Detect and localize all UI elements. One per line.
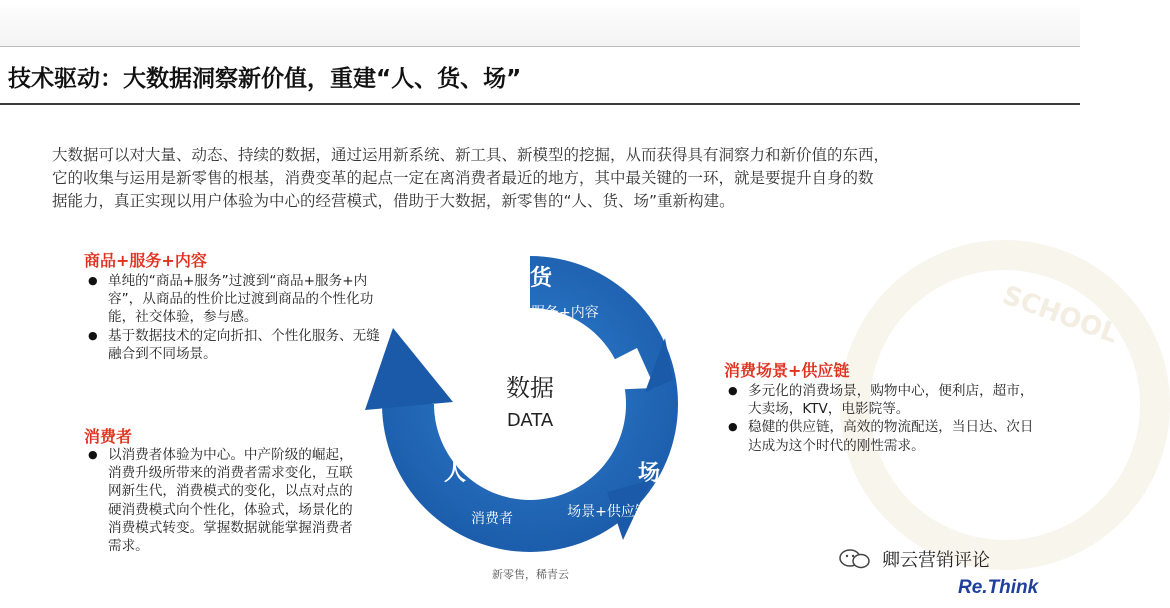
brand-logo: Re.Think bbox=[958, 577, 1039, 598]
image-credit: 新零售，稀青云 bbox=[492, 568, 569, 581]
goods-bullet-list bbox=[86, 272, 386, 363]
wechat-icon bbox=[838, 548, 878, 570]
consumer-heading: 消费者 bbox=[84, 427, 133, 446]
arrow-cut-right bbox=[551, 348, 655, 392]
consumer-bullet: ● 以消费者体验为中心。中产阶级的崛起，消费升级所带来的消费者需求变化，互联网新生代，消费模式的变化，以点对点的硬消费模式向个性化，体验式，场景化的消费模式转变。掌握数据就能掌握消费者需求。 bbox=[86, 446, 364, 555]
intro-line: 据能力，真正实现以用户体验为中心的经营模式，借助于大数据，新零售的“人、货、场”重新构建。 bbox=[52, 192, 735, 210]
goods-bullet: ● 单纯的“商品+服务”过渡到“商品+服务+内容”，从商品的性价比过渡到商品的个性化功能，社交体验，参与感。 bbox=[86, 272, 386, 327]
watermark-seal-text: SCHOOL bbox=[998, 280, 1122, 350]
title-divider bbox=[0, 103, 1080, 105]
center-main-label: 数据 bbox=[506, 374, 554, 402]
consumer-bullet-list bbox=[86, 446, 364, 555]
place-char: 场 bbox=[637, 461, 661, 486]
intro-line: 大数据可以对大量、动态、持续的数据，通过运用新系统、新工具、新模型的挖掘，从而获得具有洞察力和新价值的东西， bbox=[52, 146, 890, 164]
people-label: 消费者 bbox=[471, 511, 513, 527]
cycle-diagram bbox=[355, 230, 705, 578]
goods-heading: 商品+服务+内容 bbox=[84, 251, 207, 270]
scene-bullet: ● 多元化的消费场景，购物中心，便利店，超市，大卖场，KTV，电影院等。 bbox=[726, 382, 1044, 418]
goods-label: 商品+服务+内容 bbox=[491, 305, 599, 321]
intro-paragraph bbox=[52, 144, 1042, 213]
goods-char: 货 bbox=[529, 266, 553, 291]
center-sub-label: DATA bbox=[506, 410, 554, 431]
arrow-head-left bbox=[365, 328, 453, 410]
scene-heading: 消费场景+供应链 bbox=[724, 361, 850, 380]
page-title: 技术驱动：大数据洞察新价值，重建“人、货、场” bbox=[8, 66, 522, 92]
intro-line: 它的收集与运用是新零售的根基，消费变革的起点一定在离消费者最近的地方，其中最关键的一环，就是要提升自身的数 bbox=[52, 169, 874, 187]
wechat-account-name: 卿云营销评论 bbox=[882, 550, 990, 571]
place-label: 场景+供应链 bbox=[567, 504, 649, 520]
top-bar bbox=[0, 0, 1080, 47]
scene-bullet: ● 稳健的供应链，高效的物流配送，当日达、次日达成为这个时代的刚性需求。 bbox=[726, 418, 1044, 454]
scene-bullet-list bbox=[726, 382, 1044, 455]
people-char: 人 bbox=[443, 461, 467, 486]
goods-bullet: ● 基于数据技术的定向折扣、个性化服务、无缝融合到不同场景。 bbox=[86, 327, 386, 363]
